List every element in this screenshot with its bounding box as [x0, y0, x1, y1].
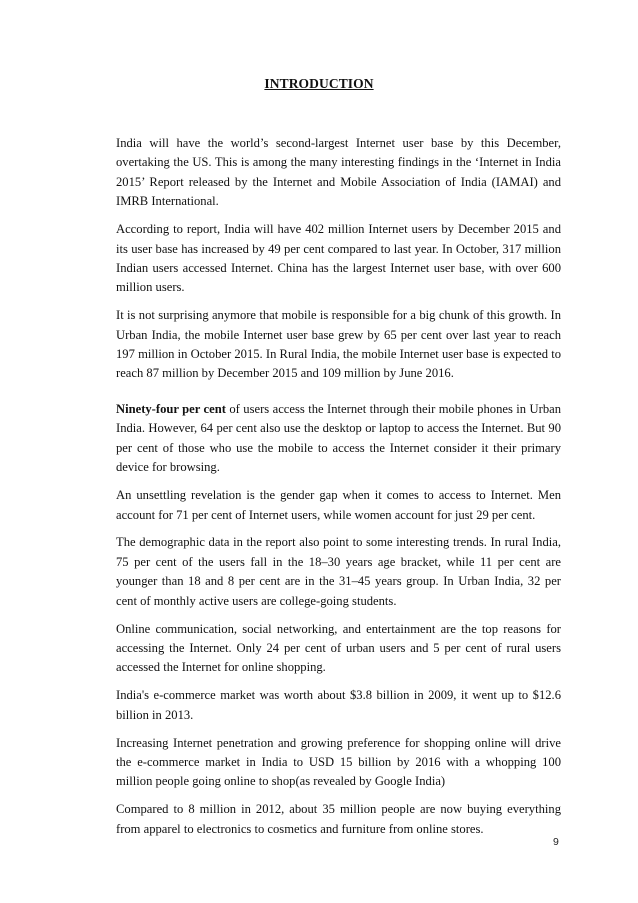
paragraph: India will have the world’s second-largest Internet user base by this December, overtaking the US. This is among the many interesting findings in the ‘Internet in India 2015’ Report released by the Internet and Mobile Association of India (IAMAI) and IMRB International. [116, 136, 561, 209]
paragraph: Online communication, social networking, and entertainment are the top reasons for accessing the Internet. Only 24 per cent of urban users and 5 per cent of rural users accessed the Internet for online shopping. [116, 621, 561, 675]
paragraph: It is not surprising anymore that mobile is responsible for a big chunk of this growth. In Urban India, the mobile Internet user base grew by 65 per cent over last year to reach 197 million in October 2015. In Rural India, the mobile Internet user base is expected to reach 87 million by December 2015 and 109 million by June 2016. [116, 308, 561, 381]
lead-emphasis: Ninety-four per cent [116, 402, 226, 416]
paragraph: India's e-commerce market was worth about $3.8 billion in 2009, it went up to $12.6 billion in 2013. [116, 688, 561, 722]
paragraph-lead [116, 400, 561, 478]
findings-section [116, 400, 561, 848]
intro-section [116, 134, 561, 392]
paragraph: Increasing Internet penetration and growing preference for shopping online will drive the e-commerce market in India to USD 15 billion by 2016 with a whopping 100 million people going online to shop(as revealed by Google India) [116, 735, 561, 789]
page-number: 9 [553, 836, 559, 848]
lead-text: of users access the Internet through their mobile phones in Urban India. However, 64 per cent also use the desktop or laptop to access the Internet. But 90 per cent of those who use the mobile to access the Internet consider it their primary device for browsing. [116, 402, 562, 475]
paragraph: The demographic data in the report also point to some interesting trends. In rural India, 75 per cent of the users fall in the 18–30 years age bracket, while 11 per cent are younger than 18 and 8 per cent are in the 31–45 years group. In Urban India, 32 per cent of monthly active users are college-going students. [116, 535, 561, 608]
paragraph: According to report, India will have 402 million Internet users by December 2015 and its user base has increased by 49 per cent compared to last year. In October, 317 million Indian users accessed Internet. China has the largest Internet user base, with over 600 million users. [116, 222, 561, 295]
paragraph: An unsettling revelation is the gender gap when it comes to access to Internet. Men account for 71 per cent of Internet users, while women account for just 29 per cent. [116, 488, 561, 522]
page-title: INTRODUCTION [264, 76, 374, 91]
paragraph: Compared to 8 million in 2012, about 35 million people are now buying everything from apparel to electronics to cosmetics and furniture from online stores. [116, 802, 561, 836]
